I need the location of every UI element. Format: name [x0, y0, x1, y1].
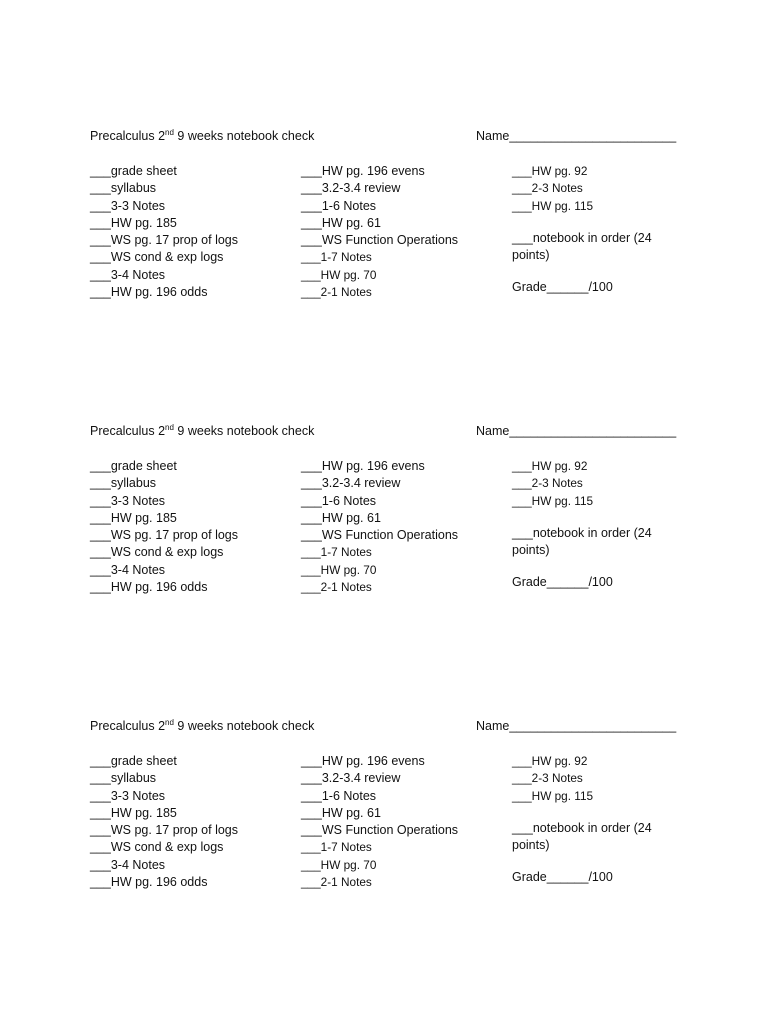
checklist-item: ___HW pg. 196 evens — [301, 459, 425, 473]
checklist-item: ___grade sheet — [90, 459, 177, 473]
checklist-item: ___syllabus — [90, 476, 157, 491]
title-superscript: nd — [165, 422, 174, 432]
checklist-column-3 — [512, 163, 682, 296]
notebook-check-block — [90, 129, 710, 329]
title-text: Precalculus 2 — [90, 424, 166, 438]
grade-field: Grade______/100 — [512, 574, 613, 589]
checklist-item: ___3-4 Notes — [90, 267, 166, 282]
checklist-item: ___HW pg. 92 — [512, 754, 588, 768]
checklist-item: ___HW pg. 70 — [301, 857, 377, 872]
checklist-item: ___HW pg. 61 — [301, 215, 381, 230]
name-field-label: Name________________________ — [476, 129, 677, 143]
checklist-column-3 — [512, 753, 682, 886]
checklist-item: ___grade sheet — [90, 754, 177, 768]
notebook-check-block — [90, 719, 710, 919]
checklist-item: ___WS cond & exp logs — [90, 840, 224, 855]
checklist-item: ___WS pg. 17 prop of logs — [90, 528, 239, 543]
checklist-column-1 — [90, 163, 238, 301]
checklist-item: ___HW pg. 185 — [90, 510, 177, 525]
grade-field: Grade______/100 — [512, 869, 613, 884]
checklist-item: ___WS pg. 17 prop of logs — [90, 233, 239, 248]
checklist-item: ___HW pg. 70 — [301, 267, 377, 282]
checklist-item: ___WS cond & exp logs — [90, 250, 224, 265]
checklist-column-2 — [301, 753, 458, 891]
checklist-item: ___WS Function Operations — [301, 233, 459, 248]
checklist-item: ___WS Function Operations — [301, 528, 459, 543]
checklist-item: ___HW pg. 92 — [512, 164, 588, 178]
checklist-item: ___3-4 Notes — [90, 562, 166, 577]
checklist-item: ___HW pg. 61 — [301, 510, 381, 525]
name-field-label: Name________________________ — [476, 424, 677, 438]
checklist-item: ___HW pg. 196 evens — [301, 164, 425, 178]
checklist-item: ___syllabus — [90, 181, 157, 196]
checklist-item: ___2-3 Notes — [512, 771, 583, 786]
checklist-item: ___WS pg. 17 prop of logs — [90, 823, 239, 838]
checklist-item: ___HW pg. 92 — [512, 459, 588, 473]
checklist-item: ___1-6 Notes — [301, 788, 377, 803]
checklist-item: ___3.2-3.4 review — [301, 771, 401, 786]
checklist-column-1 — [90, 753, 238, 891]
title-text: Precalculus 2 — [90, 719, 166, 733]
checklist-item: ___3-3 Notes — [90, 788, 166, 803]
title-superscript: nd — [165, 127, 174, 137]
checklist-item: ___WS Function Operations — [301, 823, 459, 838]
block-title — [90, 129, 314, 143]
checklist-item: ___3-3 Notes — [90, 493, 166, 508]
checklist-column-3 — [512, 458, 682, 591]
checklist-column-1 — [90, 458, 238, 596]
notebook-check-block — [90, 424, 710, 624]
checklist-item: ___1-6 Notes — [301, 493, 377, 508]
checklist-item: ___3.2-3.4 review — [301, 476, 401, 491]
checklist-item: ___2-1 Notes — [301, 285, 372, 300]
checklist-item: ___HW pg. 185 — [90, 215, 177, 230]
checklist-item: ___HW pg. 196 odds — [90, 875, 208, 890]
title-text-rest: 9 weeks notebook check — [173, 424, 315, 438]
checklist-item: ___2-3 Notes — [512, 181, 583, 196]
checklist-item: ___HW pg. 70 — [301, 562, 377, 577]
title-superscript: nd — [165, 717, 174, 727]
checklist-item: ___2-3 Notes — [512, 476, 583, 491]
notebook-order-item: ___notebook in order (24 points) — [512, 230, 652, 262]
checklist-item: ___3.2-3.4 review — [301, 181, 401, 196]
checklist-item: ___HW pg. 185 — [90, 805, 177, 820]
notebook-order-item: ___notebook in order (24 points) — [512, 525, 652, 557]
name-field-label: Name________________________ — [476, 719, 677, 733]
checklist-column-2 — [301, 458, 458, 596]
title-text: Precalculus 2 — [90, 129, 166, 143]
checklist-item: ___HW pg. 196 odds — [90, 580, 208, 595]
checklist-item: ___3-3 Notes — [90, 198, 166, 213]
checklist-item: ___syllabus — [90, 771, 157, 786]
checklist-item: ___WS cond & exp logs — [90, 545, 224, 560]
checklist-item: ___1-7 Notes — [301, 250, 372, 265]
checklist-item: ___1-7 Notes — [301, 840, 372, 855]
checklist-column-2 — [301, 163, 458, 301]
checklist-item: ___2-1 Notes — [301, 875, 372, 890]
title-text-rest: 9 weeks notebook check — [173, 129, 315, 143]
grade-field: Grade______/100 — [512, 279, 613, 294]
checklist-item: ___grade sheet — [90, 164, 177, 178]
notebook-order-item: ___notebook in order (24 points) — [512, 820, 652, 852]
checklist-item: ___HW pg. 115 — [512, 788, 594, 803]
checklist-item: ___HW pg. 196 odds — [90, 285, 208, 300]
block-title — [90, 719, 314, 733]
checklist-item: ___HW pg. 196 evens — [301, 754, 425, 768]
checklist-item: ___HW pg. 115 — [512, 493, 594, 508]
title-text-rest: 9 weeks notebook check — [173, 719, 315, 733]
checklist-item: ___3-4 Notes — [90, 857, 166, 872]
checklist-item: ___HW pg. 61 — [301, 805, 381, 820]
checklist-item: ___2-1 Notes — [301, 580, 372, 595]
checklist-item: ___1-6 Notes — [301, 198, 377, 213]
checklist-item: ___HW pg. 115 — [512, 198, 594, 213]
block-title — [90, 424, 314, 438]
checklist-item: ___1-7 Notes — [301, 545, 372, 560]
